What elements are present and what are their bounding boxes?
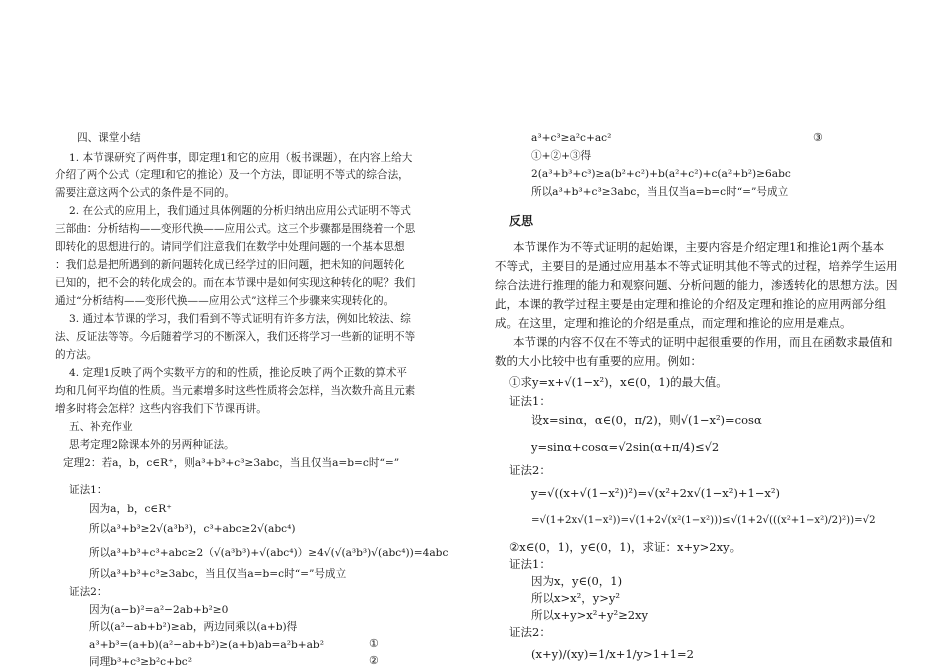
text-line: 均和几何平均值的性质。当元素增多时这些性质将会怎样，当次数升高且元素 — [55, 385, 416, 397]
text-line: 1. 本节课研究了两件事，即定理1和它的应用（板书课题），在内容上给大 — [69, 152, 413, 164]
text-line: 思考定理2除课本外的另两种证法。 — [69, 439, 235, 451]
paragraph-line: 本节课作为不等式证明的起始课，主要内容是介绍定理1和推论1两个基本 — [513, 240, 885, 254]
theorem-line: 定理2：若a，b，c∈R⁺，则a³+b³+c³≥3abc，当且仅当a=b=c时“=” — [63, 457, 400, 469]
math-line: 所以(a²−ab+b²)≥ab，两边同乘以(a+b)得 — [89, 621, 298, 633]
proof-label: 证法2： — [509, 625, 551, 639]
section-heading: 四、课堂小结 — [77, 132, 141, 144]
math-line: 所以x+y>x²+y²≥2xy — [531, 608, 649, 622]
proof-label: 证法2： — [69, 586, 108, 598]
math-line: 所以a³+b³≥2√(a³b³)，c³+abc≥2√(abc⁴) — [89, 523, 296, 535]
math-line: 所以a³+b³+c³+abc≥2（√(a³b³)+√(abc⁴)）≥4√(√(a³b³)√(abc⁴))=4abc — [89, 547, 449, 559]
text-line: ：我们总是把所遇到的新问题转化成已经学过的旧问题，把未知的问题转化 — [55, 259, 405, 271]
equation-number: ③ — [813, 131, 823, 144]
paragraph-line: 此，本课的教学过程主要是由定理和推论的介绍及定理和推论的应用两部分组 — [495, 297, 886, 311]
section-heading: 五、补充作业 — [69, 421, 133, 433]
math-line: 所以a³+b³+c³≥3abc，当且仅当a=b=c时“=”号成立 — [531, 186, 789, 198]
text-line: 法、反证法等等。今后随着学习的不断深入，我们还将学习一些新的证明不等 — [55, 331, 416, 343]
paragraph-line: 数的大小比较中也有重要的应用。例如： — [495, 354, 702, 368]
math-line: y=√((x+√(1−x²))²)=√(x²+2x√(1−x²)+1−x²) — [531, 486, 780, 500]
text-line: 已知的，把不会的转化成会的。而在本节课中是如何实现这种转化的呢？我们 — [55, 277, 416, 289]
text-line: 三部曲：分析结构——变形代换——应用公式。这三个步骤都是围绕着一个思 — [55, 223, 416, 235]
text-line: 4. 定理1反映了两个实数平方的和的性质，推论反映了两个正数的算术平 — [69, 367, 408, 379]
math-line: 所以x>x²，y>y² — [531, 591, 620, 605]
text-line: 即转化的思想进行的。请同学们注意我们在数学中处理问题的一个基本思想 — [55, 241, 405, 253]
math-line: (x+y)/(xy)=1/x+1/y>1+1=2 — [531, 647, 694, 661]
proof-label: 证法1： — [509, 557, 551, 571]
math-line: a³+c³≥a²c+ac² — [531, 132, 612, 144]
math-line: =√(1+2x√(1−x²))=√(1+2√(x²(1−x²)))≤√(1+2√(((x²+1−x²)/2)²))=√2 — [531, 515, 876, 526]
paragraph-line: 不等式，主要目的是通过应用基本不等式证明其他不等式的过程，培养学生运用 — [495, 259, 898, 273]
text-line: 需要注意这两个公式的条件是不同的。 — [55, 187, 236, 199]
text-line: 的方法。 — [55, 349, 98, 361]
proof-label: 证法1： — [509, 394, 551, 408]
math-line: 2(a³+b³+c³)≥a(b²+c²)+b(a²+c²)+c(a²+b²)≥6abc — [531, 168, 791, 180]
text-line: 2. 在公式的应用上，我们通过具体例题的分析归纳出应用公式证明不等式 — [69, 205, 411, 217]
math-line: a³+b³=(a+b)(a²−ab+b²)≥(a+b)ab=a²b+ab² — [89, 639, 324, 651]
text-line: 3. 通过本节课的学习，我们看到不等式证明有许多方法，例如比较法、综 — [69, 313, 411, 325]
math-line: 因为(a−b)²=a²−2ab+b²≥0 — [89, 604, 229, 616]
text-line: 介绍了两个公式（定理Ⅰ和它的推论）及一个方法，即证明不等式的综合法， — [55, 169, 409, 181]
math-line: 同理b³+c³≥b²c+bc² — [89, 656, 192, 668]
equation-number: ② — [369, 654, 379, 667]
paragraph-line: 成。在这里，定理和推论的介绍是重点，而定理和推论的应用是难点。 — [495, 316, 852, 330]
text-line: 通过“分析结构——变形代换——应用公式”这样三个步骤来实现转化的。 — [55, 295, 395, 307]
math-line: 所以a³+b³+c³≥3abc，当且仅当a=b=c时“=”号成立 — [89, 568, 347, 580]
left-page — [55, 0, 450, 672]
text-line: 增多时将会怎样？这些内容我们下节课再讲。 — [55, 403, 267, 415]
math-line: ①求y=x+√(1−x²)，x∈(0，1)的最大值。 — [509, 375, 728, 389]
math-line: ①+②+③得 — [531, 150, 592, 162]
math-line: 设x=sinα，α∈(0，π/2)，则√(1−x²)=cosα — [531, 413, 762, 427]
paragraph-line: 综合法进行推理的能力和观察问题、分析问题的能力，渗透转化的思想方法。因 — [495, 278, 898, 292]
math-line: 因为a，b，c∈R⁺ — [89, 503, 172, 515]
paragraph-line: 本节课的内容不仅在不等式的证明中起很重要的作用，而且在函数求最值和 — [513, 335, 893, 349]
math-line: ②x∈(0，1)，y∈(0，1)，求证：x+y>2xy。 — [509, 540, 742, 554]
equation-number: ① — [369, 637, 379, 650]
math-line: 因为x，y∈(0，1) — [531, 574, 623, 588]
math-line: y=sinα+cosα=√2sin(α+π/4)≤√2 — [531, 440, 720, 454]
reflection-heading: 反思 — [509, 214, 534, 228]
proof-label: 证法2： — [509, 463, 551, 477]
right-page — [495, 0, 915, 672]
proof-label: 证法1： — [69, 484, 108, 496]
